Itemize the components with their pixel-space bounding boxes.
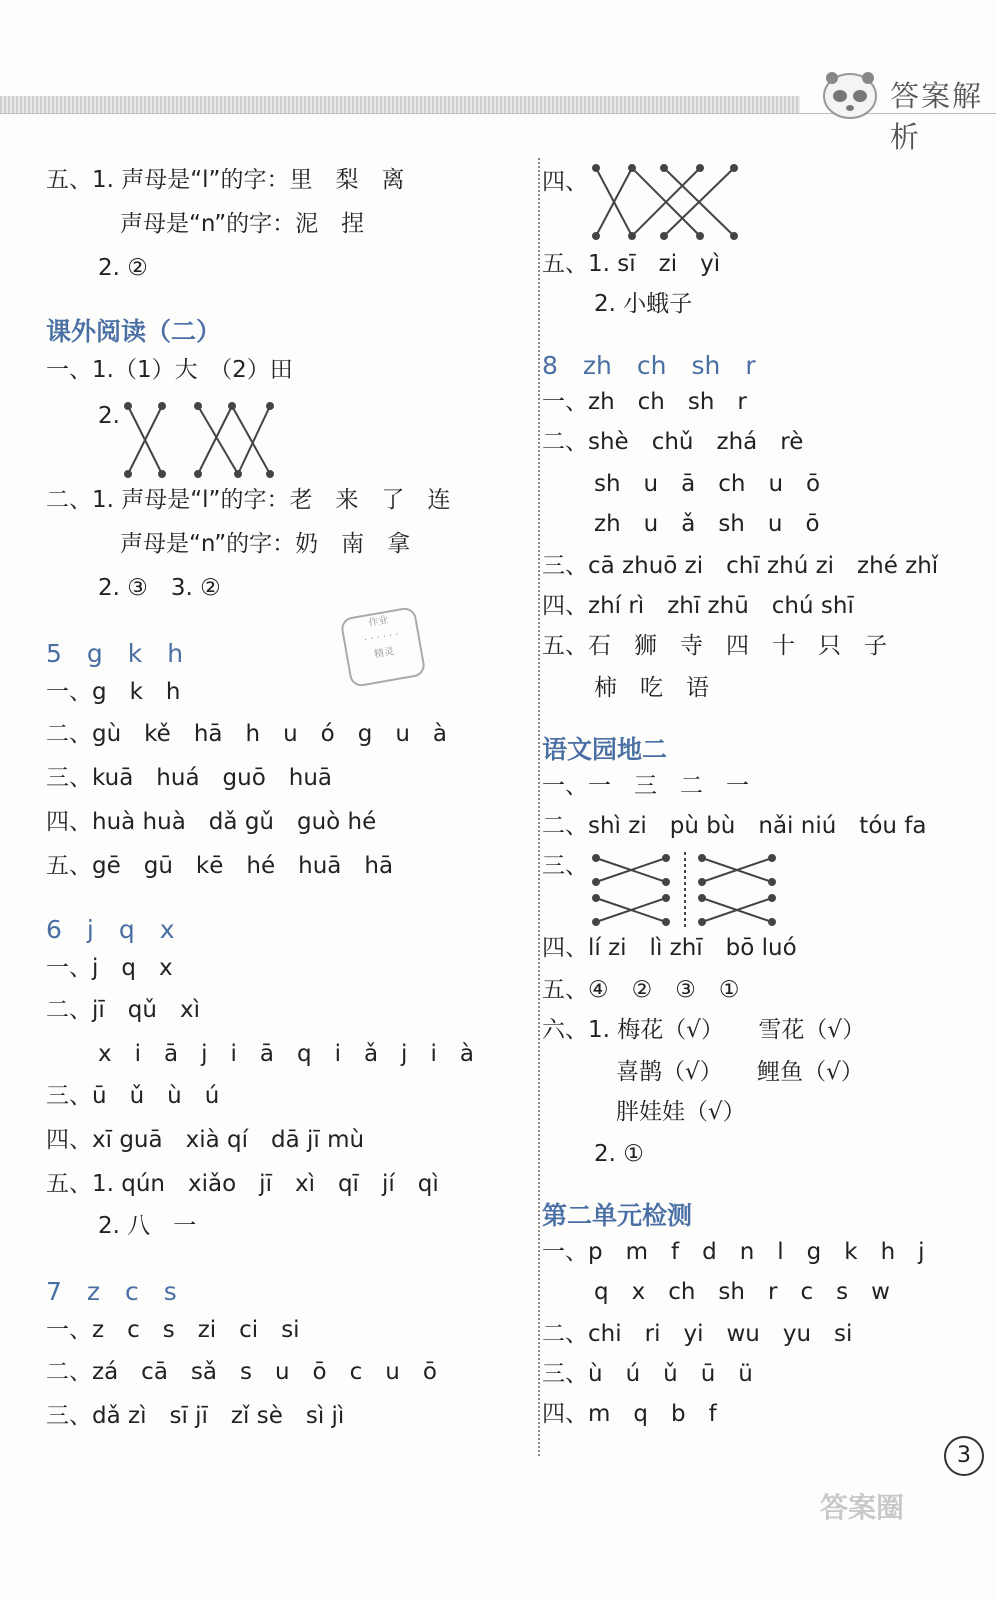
- matching-lines-diagram: [590, 850, 780, 930]
- section-heading: 语文园地二: [542, 735, 668, 764]
- answer-line: 二、chi ri yi wu yu si: [542, 1321, 853, 1347]
- answer-line: 三、cā zhuō zi chī zhú zi zhé zhǐ: [542, 553, 939, 579]
- answer-line: 一、zh ch sh r: [542, 389, 747, 415]
- stamp-text: 作业: [367, 614, 390, 630]
- answer-line: 五、1. sī zi yì: [542, 251, 721, 277]
- answer-line: 声母是“n”的字：泥 捏: [120, 211, 365, 237]
- answer-line: 二、shì zi pù bù nǎi niú tóu fa: [542, 813, 927, 839]
- answer-line: 二、shè chǔ zhá rè: [542, 429, 804, 455]
- answer-line: 2.: [98, 403, 120, 429]
- header-band: [0, 96, 800, 114]
- stamp-text: 精灵: [373, 646, 395, 661]
- column-divider: [538, 158, 540, 1456]
- panda-face-icon: [820, 66, 880, 122]
- lesson-heading: 6 j q x: [46, 915, 175, 944]
- answer-line: 五、1. 声母是“l”的字：里 梨 离: [46, 167, 405, 193]
- answer-line: 二、jī qǔ xì: [46, 997, 200, 1023]
- answer-line: zh u ǎ sh u ō: [594, 511, 820, 537]
- matching-lines-diagram: [590, 164, 740, 240]
- answer-line: 四、m q b f: [542, 1401, 717, 1427]
- answer-line: 三、ù ú ǔ ū ü: [542, 1361, 753, 1387]
- answer-line: 五、gē gū kē hé huā hā: [46, 853, 394, 879]
- answer-line: 声母是“n”的字：奶 南 拿: [120, 531, 411, 557]
- answer-line: 三、ū ǔ ù ú: [46, 1083, 220, 1109]
- answer-line: 四、xī guā xià qí dā jī mù: [46, 1127, 365, 1153]
- lesson-heading: 7 z c s: [46, 1277, 177, 1306]
- watermark: 答案圈: [820, 1491, 905, 1524]
- answer-line: 2. ②: [98, 255, 148, 281]
- answer-line: 2. 小蛾子: [594, 291, 693, 317]
- answer-line: 一、z c s zi ci si: [46, 1317, 300, 1343]
- answer-line: 2. 八 一: [98, 1213, 197, 1239]
- answer-line: 一、g k h: [46, 679, 181, 705]
- lesson-heading: 5 g k h: [46, 639, 184, 668]
- answer-line: 胖娃娃（√）: [616, 1099, 746, 1125]
- answer-line: 四、huà huà dǎ gǔ guò hé: [46, 809, 377, 835]
- answer-line: 柿 吃 语: [594, 675, 709, 701]
- lesson-heading: 8 zh ch sh r: [542, 351, 756, 380]
- answer-line: 五、石 狮 寺 四 十 只 子: [542, 633, 887, 659]
- answer-line: 二、zá cā sǎ s u ō c u ō: [46, 1359, 437, 1385]
- answer-line: 四、zhí rì zhī zhū chú shī: [542, 593, 854, 619]
- homework-stamp: 作业 · · · · · · 精灵: [339, 606, 426, 688]
- answer-line: 2. ③ 3. ②: [98, 575, 221, 601]
- answer-line: 五、1. qún xiǎo jī xì qī jí qì: [46, 1171, 439, 1197]
- section-heading: 课外阅读（二）: [46, 317, 222, 346]
- answer-line: 三、kuā huá guō huā: [46, 765, 333, 791]
- answer-line: 一、j q x: [46, 955, 173, 981]
- answer-line: 一、一 三 二 一: [542, 773, 749, 799]
- answer-line: 五、④ ② ③ ①: [542, 977, 740, 1003]
- answer-line: 喜鹊（√） 鲤鱼（√）: [616, 1059, 864, 1085]
- answer-line: 三、dǎ zì sī jī zǐ sè sì jì: [46, 1403, 345, 1429]
- answer-line: 二、gù kě hā h u ó g u à: [46, 721, 447, 747]
- answer-line: 一、1.（1）大 （2）田: [46, 357, 293, 383]
- answer-line: 四、: [542, 169, 588, 195]
- answer-line: 四、lí zi lì zhī bō luó: [542, 935, 797, 961]
- answer-line: 二、1. 声母是“l”的字：老 来 了 连: [46, 487, 451, 513]
- answer-line: 一、p m f d n l g k h j: [542, 1239, 925, 1265]
- matching-lines-diagram: [120, 402, 280, 478]
- answer-line: 六、1. 梅花（√） 雪花（√）: [542, 1017, 866, 1043]
- header-title: 答案解析: [890, 79, 984, 154]
- page-number: 3: [944, 1436, 984, 1476]
- answer-line: x i ā j i ā q i ǎ j i à: [98, 1041, 474, 1067]
- answer-line: q x ch sh r c s w: [594, 1279, 890, 1305]
- answer-line: 2. ①: [594, 1141, 644, 1167]
- section-heading: 第二单元检测: [542, 1201, 693, 1230]
- answer-line: sh u ā ch u ō: [594, 471, 821, 497]
- answer-line: 三、: [542, 853, 588, 879]
